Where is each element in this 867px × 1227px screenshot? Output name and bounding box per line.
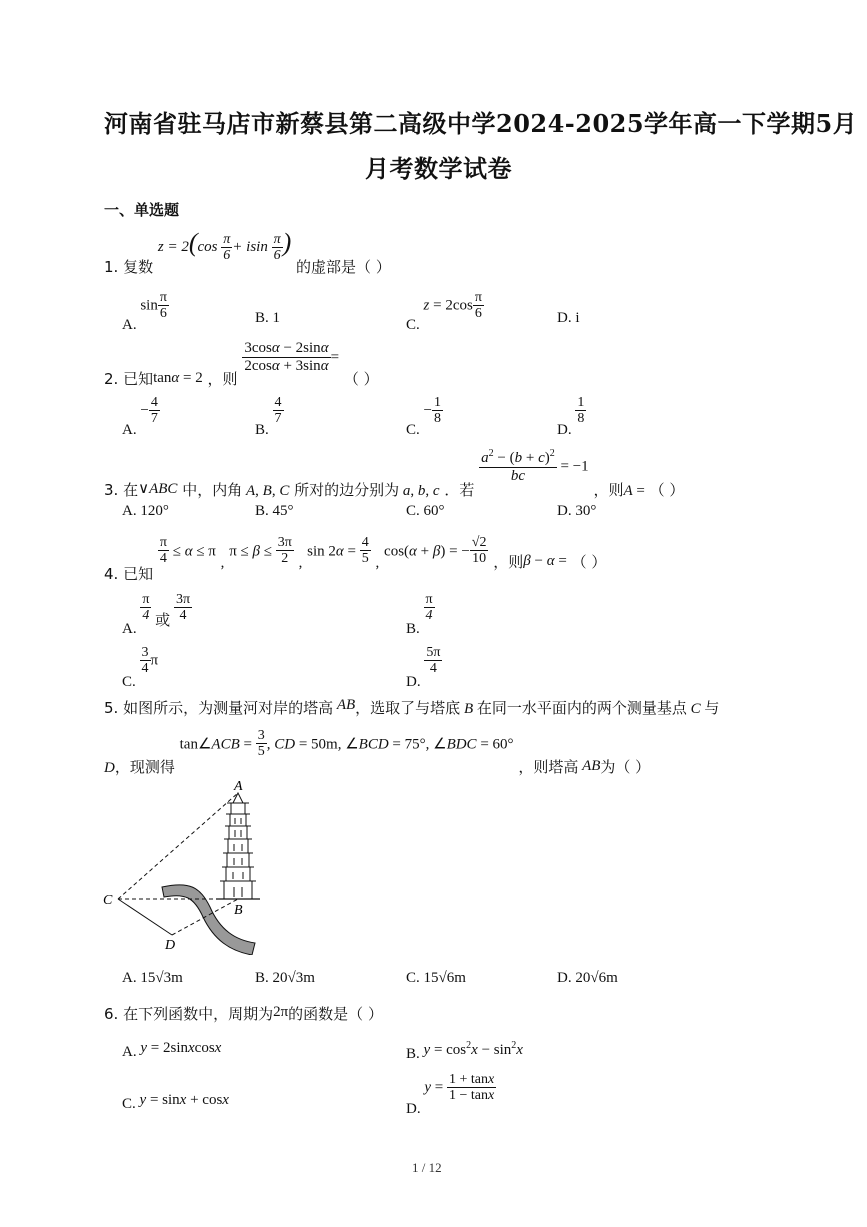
q3-option-a[interactable]: A. 120° [122, 503, 169, 519]
label-A: A [234, 779, 243, 794]
q6-stem: 6. 在下列函数中，周期为2π的函数是（ ） [104, 1004, 383, 1023]
q3-option-c[interactable]: C. 60° [406, 503, 445, 519]
q6-option-a[interactable]: A. y = 2sinxcosx [122, 1040, 222, 1060]
q5-option-c[interactable]: C. 15√6m [406, 970, 466, 986]
q1-stem: 1. 复数 z = 2(cos $\frac{\pi}{6}$ + isin $\frac{\pi}{6}$ ) 的虚部是（ ） [104, 228, 391, 276]
q3-option-b[interactable]: B. 45° [255, 503, 294, 519]
label-D: D [165, 938, 176, 953]
q1-option-a[interactable]: A. sin $\frac{\pi}{6}$ [122, 290, 167, 334]
q5-option-d[interactable]: D. 20√6m [557, 970, 618, 986]
q1-formula: z = 2(cos $\frac{\pi}{6}$ + isin $\frac{\pi}{6}$ ) [157, 228, 292, 264]
q3-option-d[interactable]: D. 30° [557, 503, 597, 519]
q5-figure [100, 775, 270, 955]
q2-option-a[interactable]: A. − $\frac{4}{7}$ [122, 395, 158, 439]
q5-stem-line2: D，现测得 tan∠ACB = $\frac{3}{5}$ , CD = 50m, ∠BCD = 75°, ∠BDC = 60° ，则塔高 AB为（ ） [104, 728, 651, 777]
q1-option-d[interactable]: D. i [557, 310, 580, 326]
q4-stem: 4. 已知 $\frac{\pi}{4}$ ≤ α ≤ π , π ≤ β ≤ $\frac{3\pi}{2}$ , sin 2α = $\frac{4}{5}$ , cos(α + β) = − $\frac{√2}{10}$ ，则β − α = （ ） [104, 535, 607, 584]
section-heading: 一、单选题 [104, 201, 180, 219]
pagoda [220, 793, 256, 899]
page-number: 1 / 12 [412, 1160, 442, 1175]
q2-stem: 2. 已知tanα = 2 ，则 $\frac{3\cos\alpha - 2\sin\alpha}{2\cos\alpha + 3\sin\alpha}$ = （ ） [104, 340, 379, 388]
label-C: C [103, 893, 113, 908]
q3-stem: 3. 在∨ABC 中，内角 A, B, C 所对的边分别为 a, b, c ．若 $\frac{a^2 - (b + c)^2}{bc}$ = −1 ，则A = （ ） [104, 448, 685, 499]
q4-option-b[interactable]: B. $\frac{\pi}{4}$ [406, 592, 433, 638]
q4-option-c[interactable]: C. $\frac{3}{4}$ π [122, 645, 159, 691]
q4-option-d[interactable]: D. $\frac{5\pi}{4}$ [406, 645, 441, 691]
q1-option-c[interactable]: C. z = 2cos $\frac{\pi}{6}$ [406, 290, 482, 334]
q2-option-c[interactable]: C. − $\frac{1}{8}$ [406, 395, 441, 439]
q6-option-c[interactable]: C. y = sinx + cosx [122, 1092, 229, 1112]
q2-option-d[interactable]: D. $\frac{1}{8}$ [557, 395, 585, 439]
title-line-2: 月考数学试卷 [365, 154, 512, 183]
q6-option-d[interactable]: D. y = $\frac{1 + \tan x}{1 - \tan x}$ [406, 1072, 495, 1118]
q2-option-b[interactable]: B. $\frac{4}{7}$ [255, 395, 282, 439]
q5-option-a[interactable]: A. 15√3m [122, 970, 183, 986]
q1-option-b[interactable]: B. 1 [255, 310, 281, 326]
label-B: B [234, 903, 243, 918]
title-line-1: 河南省驻马店市新蔡县第二高级中学2024-2025学年高一下学期5月 [104, 109, 858, 138]
q6-option-b[interactable]: B. $y = \cos^2x - \sin^2x$ [406, 1040, 523, 1062]
q5-option-b[interactable]: B. 20√3m [255, 970, 315, 986]
q5-stem-line1: 5. 如图所示，为测量河对岸的塔高 AB，选取了与塔底 B 在同一水平面内的两个测量基点 C 与 [104, 697, 720, 717]
q4-option-a[interactable]: A. $\frac{\pi}{4}$ 或 $\frac{3\pi}{4}$ [122, 592, 191, 638]
